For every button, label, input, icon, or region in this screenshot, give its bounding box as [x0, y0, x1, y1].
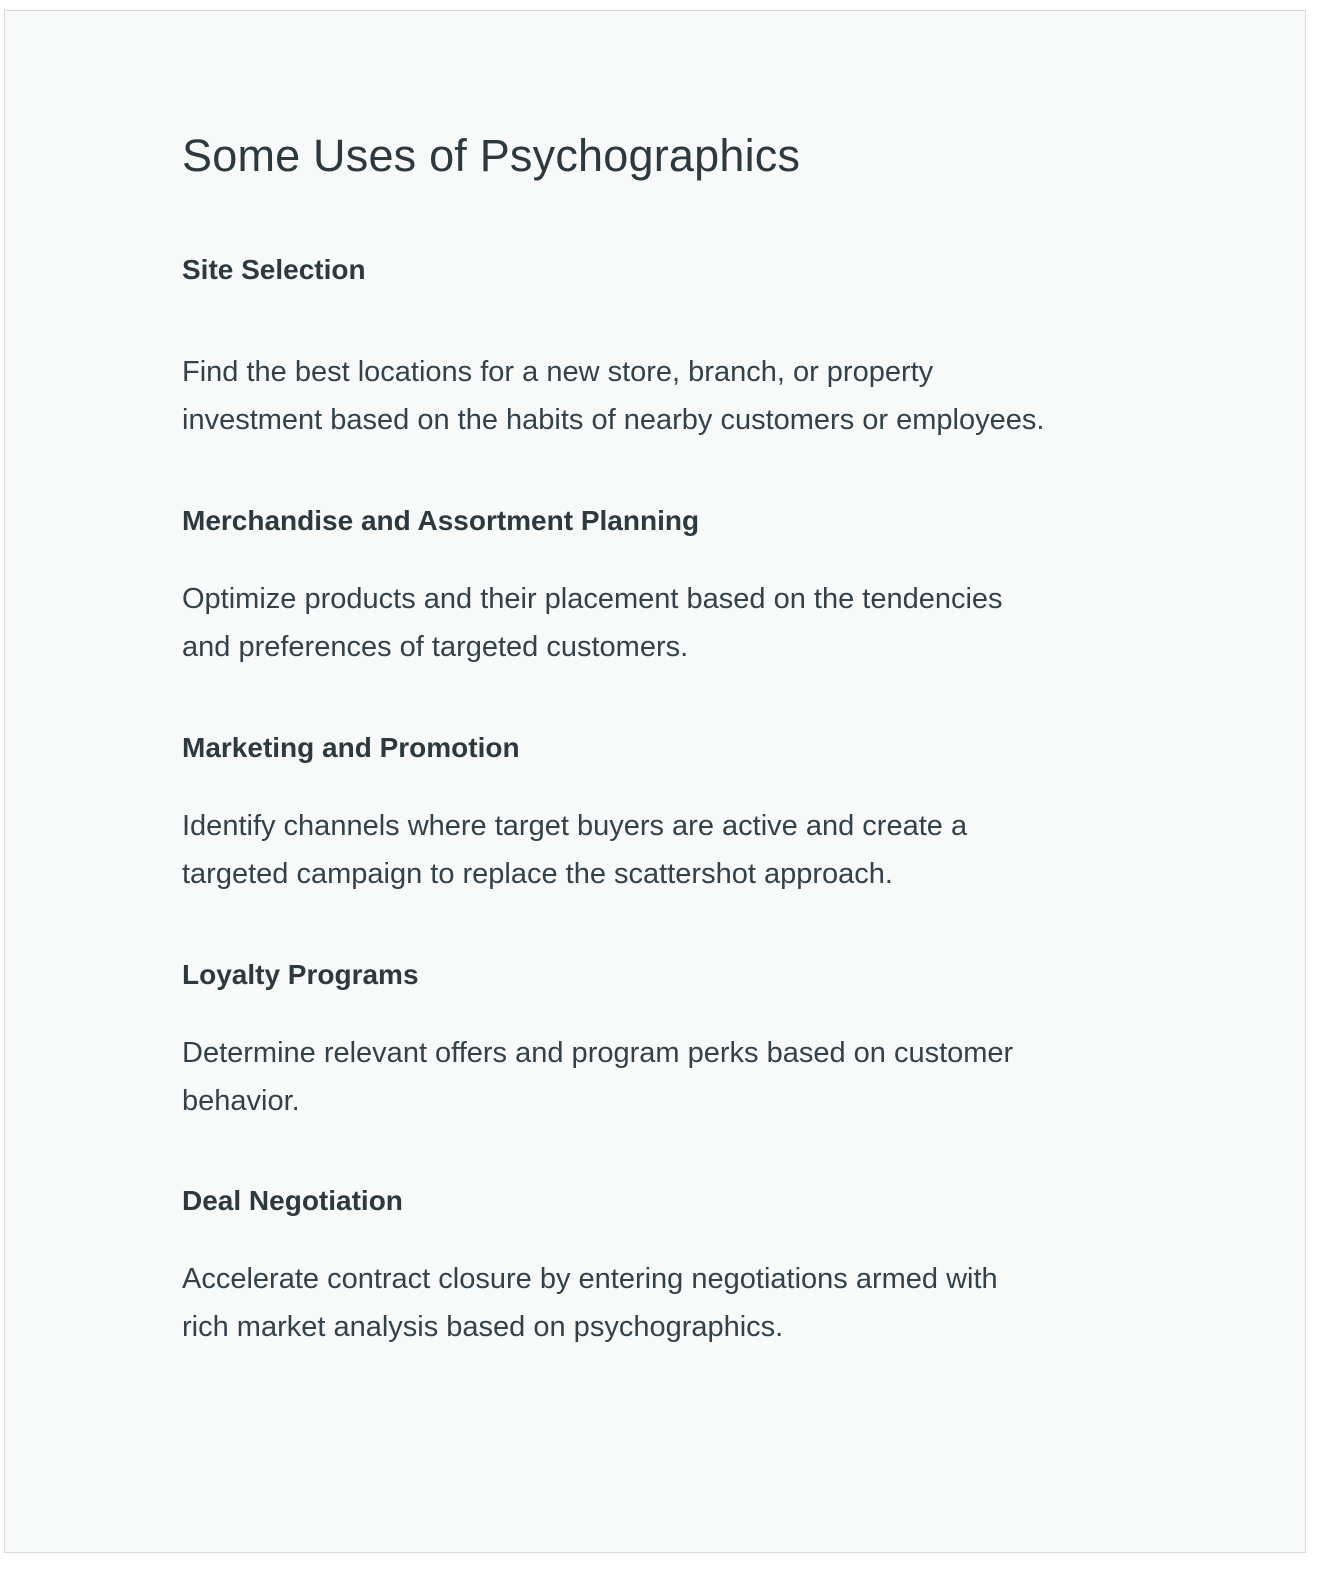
- section-body-loyalty: [182, 1029, 1013, 1125]
- body-line: and preferences of targeted customers.: [182, 631, 689, 663]
- section-body-site-selection: [182, 348, 1044, 444]
- body-line: Find the best locations for a new store, branch, or property: [182, 356, 934, 388]
- body-line: rich market analysis based on psychographics.: [182, 1311, 784, 1343]
- body-line: targeted campaign to replace the scattershot approach.: [182, 858, 893, 890]
- section-body-merchandise: [182, 575, 1003, 671]
- section-body-marketing: [182, 802, 967, 898]
- section-heading-marketing: Marketing and Promotion: [182, 732, 520, 763]
- body-line: Identify channels where target buyers are active and create a: [182, 810, 968, 842]
- body-line: Optimize products and their placement based on the tendencies: [182, 583, 1003, 615]
- page-title: Some Uses of Psychographics: [182, 130, 801, 181]
- section-heading-deal-negotiation: Deal Negotiation: [182, 1185, 403, 1216]
- body-line: investment based on the habits of nearby customers or employees.: [182, 404, 1045, 436]
- section-heading-site-selection: Site Selection: [182, 254, 366, 285]
- body-line: Accelerate contract closure by entering negotiations armed with: [182, 1263, 998, 1295]
- section-heading-loyalty: Loyalty Programs: [182, 959, 419, 990]
- body-line: behavior.: [182, 1085, 300, 1117]
- section-heading-merchandise: Merchandise and Assortment Planning: [182, 505, 700, 536]
- section-body-deal-negotiation: [182, 1255, 998, 1351]
- body-line: Determine relevant offers and program perks based on customer: [182, 1037, 1014, 1069]
